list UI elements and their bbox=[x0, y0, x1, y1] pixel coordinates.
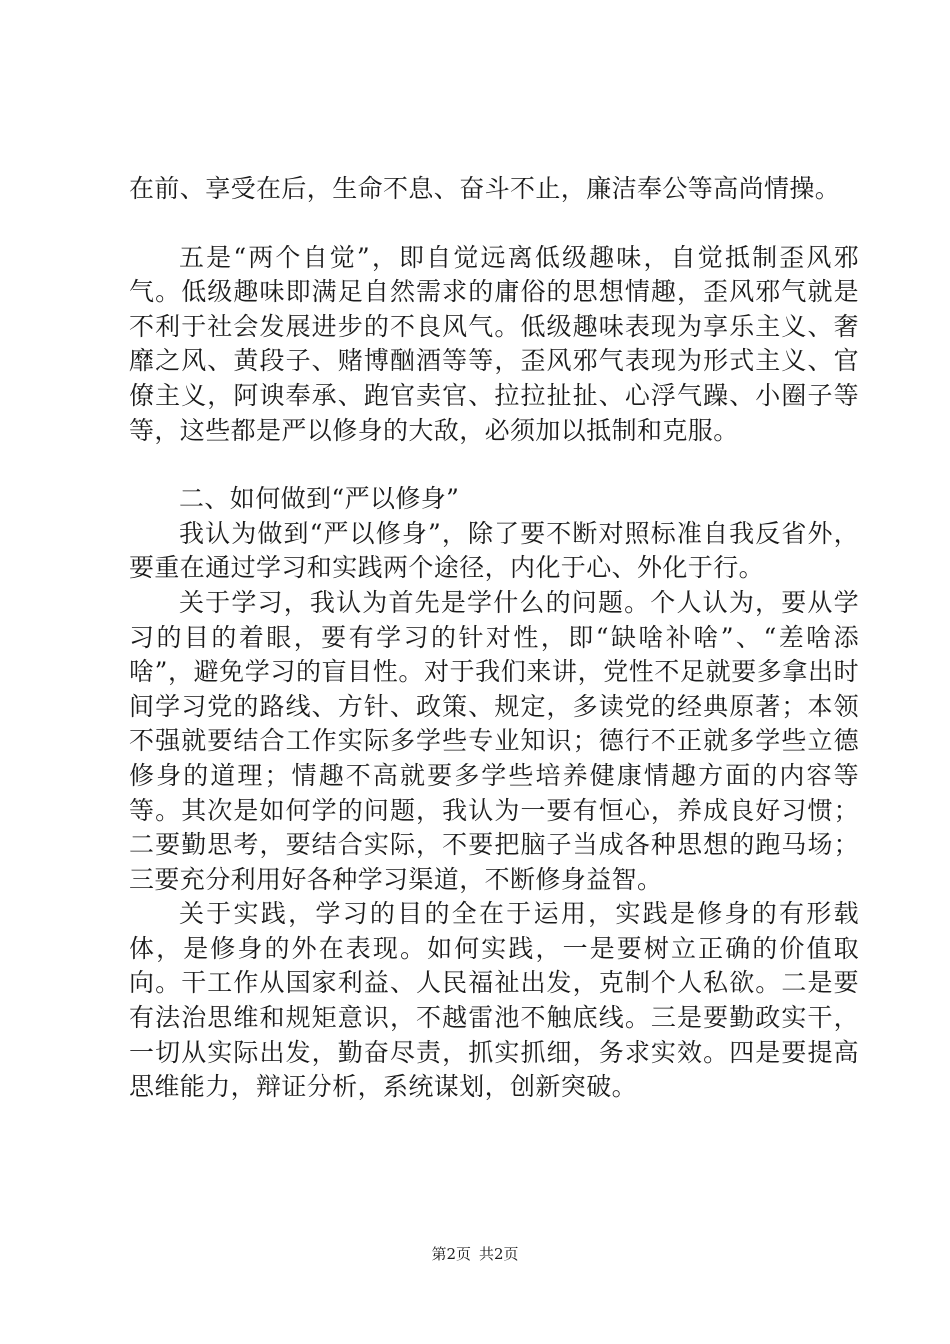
paragraph-2: 五是“两个自觉”，即自觉远离低级趣味，自觉抵制歪风邪气。低级趣味即满足自然需求的庸俗的思想情趣，歪风邪气就是不利于社会发展进步的不良风气。低级趣味表现为享乐主义、奢靡之风、黄段子、赌博酗酒等等，歪风邪气表现为形式主义、官僚主义，阿谀奉承、跑官卖官、拉拉扯扯、心浮气躁、小圈子等等，这些都是严以修身的大敌，必须加以抵制和克服。 bbox=[129, 242, 859, 445]
page-total: 共2页 bbox=[479, 1245, 519, 1263]
paragraph-4: 关于学习，我认为首先是学什么的问题。个人认为，要从学习的目的着眼，要有学习的针对性，即“缺啥补啥”、“差啥添啥”，避免学习的盲目性。对于我们来讲，党性不足就要多拿出时间学习党的路线、方针、政策、规定，多读党的经典原著；本领不强就要结合工作实际多学些专业知识；德行不正就多学些立德修身的道理；情趣不高就要多学些培养健康情趣方面的内容等等。其次是如何学的问题，我认为一要有恒心，养成良好习惯；二要勤思考，要结合实际，不要把脑子当成各种思想的跑马场；三要充分利用好各种学习渠道，不断修身益智。 bbox=[129, 587, 859, 894]
page-footer bbox=[0, 1244, 950, 1264]
page-number: 第2页 bbox=[431, 1245, 471, 1263]
section-heading: 二、如何做到“严以修身” bbox=[179, 484, 460, 514]
document-body bbox=[129, 172, 859, 1105]
paragraph-3: 我认为做到“严以修身”，除了要不断对照标准自我反省外，要重在通过学习和实践两个途径，内化于心、外化于行。 bbox=[129, 518, 859, 583]
paragraph-1: 在前、享受在后，生命不息、奋斗不止，廉洁奉公等高尚情操。 bbox=[129, 174, 841, 203]
paragraph-5: 关于实践，学习的目的全在于运用，实践是修身的有形载体，是修身的外在表现。如何实践，一是要树立正确的价值取向。干工作从国家利益、人民福祉出发，克制个人私欲。二是要有法治思维和规矩意识，不越雷池不触底线。三是要勤政实干，一切从实际出发，勤奋尽责，抓实抓细，务求实效。四是要提高思维能力，辩证分析，系统谋划，创新突破。 bbox=[129, 899, 859, 1102]
